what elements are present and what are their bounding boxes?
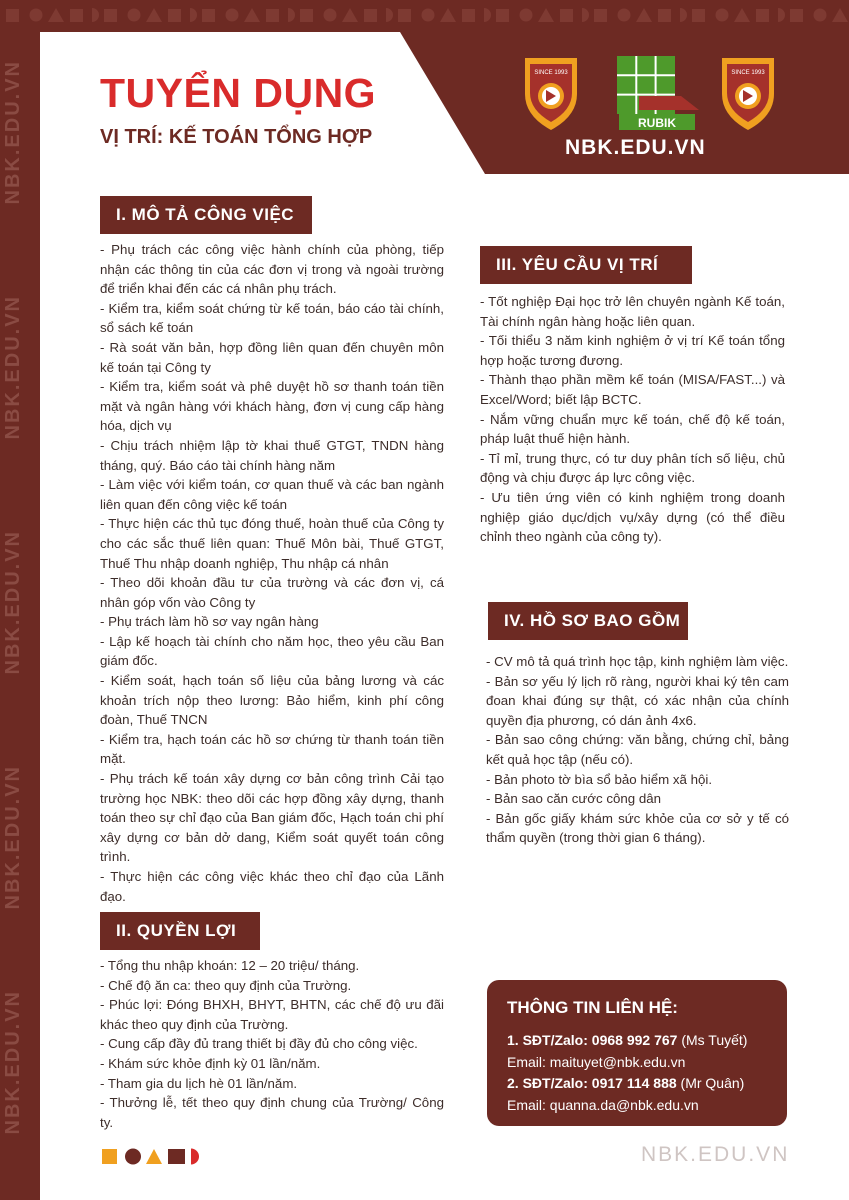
header-website[interactable]: NBK.EDU.VN <box>565 136 706 159</box>
list-item: - Chịu trách nhiệm lập tờ khai thuế GTGT, TNDN hàng tháng, quý. Báo cáo tài chính hàng năm <box>100 437 444 473</box>
poster-page <box>40 32 849 1200</box>
requirements-list <box>480 292 785 547</box>
half-circle-shape <box>191 1149 199 1165</box>
list-item: - Tổng thu nhập khoán: 12 – 20 triệu/ tháng. <box>100 958 360 973</box>
list-item: - Làm việc với kiểm toán, cơ quan thuế và các ban ngành liên quan đến công việc kế toán <box>100 477 444 512</box>
list-item: - Thành thạo phần mềm kế toán (MISA/FAST...) và Excel/Word; biết lập BCTC. <box>480 372 785 407</box>
list-item: - Rà soát văn bản, hợp đồng liên quan đến chuyên môn kế toán tại Công ty <box>100 339 444 375</box>
section-benefits-title: II. QUYỀN LỢI <box>100 912 260 950</box>
list-item: - Khám sức khỏe định kỳ 01 lần/năm. <box>100 1055 321 1071</box>
rubik-logo-text: RUBIK <box>638 116 676 130</box>
side-watermark-text: NBK.EDU.VN <box>2 295 24 440</box>
rect-shape <box>168 1149 185 1164</box>
list-item: - Kiểm tra, hạch toán các hồ sơ chứng từ thanh toán tiền mặt. <box>100 731 444 767</box>
documents-list <box>486 652 789 848</box>
list-item: - Cung cấp đầy đủ trang thiết bị đầy đủ cho công việc. <box>100 1036 418 1052</box>
contact-phone-1[interactable]: 1. SĐT/Zalo: 0968 992 767 (Ms Tuyết) <box>507 1032 748 1048</box>
list-item: - Kiểm tra, kiểm soát và phê duyệt hồ sơ thanh toán tiền mặt và ngân hàng với khách hàng, đơn vị cung cấp hàng hóa, dịch vụ <box>100 379 444 434</box>
list-item: - Theo dõi khoản đầu tư của trường và các đơn vị, cá nhân góp vốn vào Công ty <box>100 575 444 610</box>
page-title: TUYỂN DỤNG <box>100 70 377 116</box>
logo-group <box>523 54 793 134</box>
contact-email-2[interactable]: Email: quanna.da@nbk.edu.vn <box>507 1096 699 1113</box>
list-item: - Phụ trách các công việc hành chính của phòng, tiếp nhận các thông tin của các đơn vị trong và ngoài trường để triển khai đến các cá nhân phụ trách. <box>100 242 444 297</box>
square-shape <box>102 1149 117 1164</box>
list-item: - Kiểm tra, kiểm soát chứng từ kế toán, báo cáo tài chính, sổ sách kế toán <box>100 300 444 336</box>
contact-title: THÔNG TIN LIÊN HỆ: <box>507 998 678 1017</box>
side-watermark <box>0 60 40 1160</box>
list-item: - Tỉ mỉ, trung thực, có tư duy phân tích số liệu, chủ động và chịu được áp lực công việc. <box>480 450 785 486</box>
list-item: - Phúc lợi: Đóng BHXH, BHYT, BHTN, các chế độ ưu đãi khác theo quy định của Trường. <box>100 997 444 1032</box>
list-item: - Bản sao công chứng: văn bằng, chứng chỉ, bảng kết quả học tập (nếu có). <box>486 732 789 767</box>
list-item: - Lập kế hoạch tài chính cho năm học, theo yêu cầu Ban giám đốc. <box>100 633 444 669</box>
list-item: - Tốt nghiệp Đại học trở lên chuyên ngành Kế toán, Tài chính ngân hàng hoặc liên quan. <box>480 294 785 329</box>
decorative-pattern-strip <box>0 0 849 30</box>
contact-box <box>487 980 787 1126</box>
rubik-logo <box>617 56 699 130</box>
triangle-shape <box>146 1149 162 1164</box>
list-item: - Chế độ ăn ca: theo quy định của Trường. <box>100 977 352 993</box>
list-item: - Phụ trách làm hồ sơ vay ngân hàng <box>100 614 319 630</box>
list-item: - Bản sao căn cước công dân <box>486 791 662 807</box>
logo-since-text: SINCE 1993 <box>731 70 765 76</box>
circle-shape <box>125 1149 141 1165</box>
list-item: - Bản gốc giấy khám sức khỏe của cơ sở y tế có thẩm quyền (trong thời gian 6 tháng). <box>486 810 789 846</box>
nbk-shield-logo <box>722 58 774 130</box>
nbk-shield-logo <box>525 58 577 130</box>
section-requirements-title: III. YÊU CẦU VỊ TRÍ <box>480 246 692 284</box>
list-item: - Tham gia du lịch hè 01 lần/năm. <box>100 1075 298 1091</box>
list-item: - Kiểm soát, hạch toán số liệu của bảng lương và các khoản trích nộp theo lương: Bảo hiểm, kinh phí công đoàn, Thuế TNCN <box>100 673 444 728</box>
side-watermark-text: NBK.EDU.VN <box>2 530 24 675</box>
footer-shapes <box>102 1144 232 1168</box>
list-item: - Thực hiện các công việc khác theo chỉ đạo của Lãnh đạo. <box>100 869 444 904</box>
section-documents-title: IV. HỒ SƠ BAO GỒM <box>488 602 688 640</box>
list-item: - Tối thiểu 3 năm kinh nghiệm ở vị trí Kế toán tổng hợp hoặc tương đương. <box>480 333 785 368</box>
job-description-list <box>100 240 444 906</box>
list-item: - CV mô tả quá trình học tập, kinh nghiệm làm việc. <box>486 654 789 669</box>
list-item: - Nắm vững chuẩn mực kế toán, chế độ kế toán, pháp luật thuế hiện hành. <box>480 411 785 447</box>
list-item: - Bản sơ yếu lý lịch rõ ràng, người khai ký tên cam đoan khai đúng sự thật, có xác nhận của chính quyền địa phương, có dán ảnh 4x6. <box>486 673 789 728</box>
side-watermark-text: NBK.EDU.VN <box>2 765 24 910</box>
list-item: - Bản photo tờ bìa sổ bảo hiểm xã hội. <box>486 771 713 787</box>
list-item: - Thực hiện các thủ tục đóng thuế, hoàn thuế của Công ty cho các sắc thuế liên quan: Thuế Môn bài, Thuế GTGT, Thuế Thu nhập doanh nghiệp, Thu nhập cá nhân <box>100 516 444 571</box>
list-item: - Ưu tiên ứng viên có kinh nghiệm trong doanh nghiệp giáo dục/dịch vụ/xây dựng (có thể điều chỉnh theo ngành của công ty). <box>480 489 785 545</box>
list-item: - Thưởng lễ, tết theo quy định chung của Trường/ Công ty. <box>100 1095 444 1130</box>
contact-phone-2[interactable]: 2. SĐT/Zalo: 0917 114 888 (Mr Quân) <box>507 1075 745 1091</box>
side-watermark-text: NBK.EDU.VN <box>2 990 24 1135</box>
list-item: - Phụ trách kế toán xây dựng cơ bản công trình Cải tạo trường học NBK: theo dõi các hợp đồng xây dựng, thanh toán theo sự chỉ đạo của Ban giám đốc, Hạch toán chi phí xây dựng cơ bản dở dang, Kiểm soát quyết toán công trình. <box>100 771 444 865</box>
side-watermark-text: NBK.EDU.VN <box>2 60 24 205</box>
logo-since-text: SINCE 1993 <box>534 70 568 76</box>
footer-website[interactable]: NBK.EDU.VN <box>641 1143 790 1166</box>
contact-email-1[interactable]: Email: maituyet@nbk.edu.vn <box>507 1053 686 1070</box>
benefits-list <box>100 956 444 1132</box>
section-job-description-title: I. MÔ TẢ CÔNG VIỆC <box>100 196 312 234</box>
position-subtitle: VỊ TRÍ: KẾ TOÁN TỔNG HỢP <box>100 126 373 148</box>
